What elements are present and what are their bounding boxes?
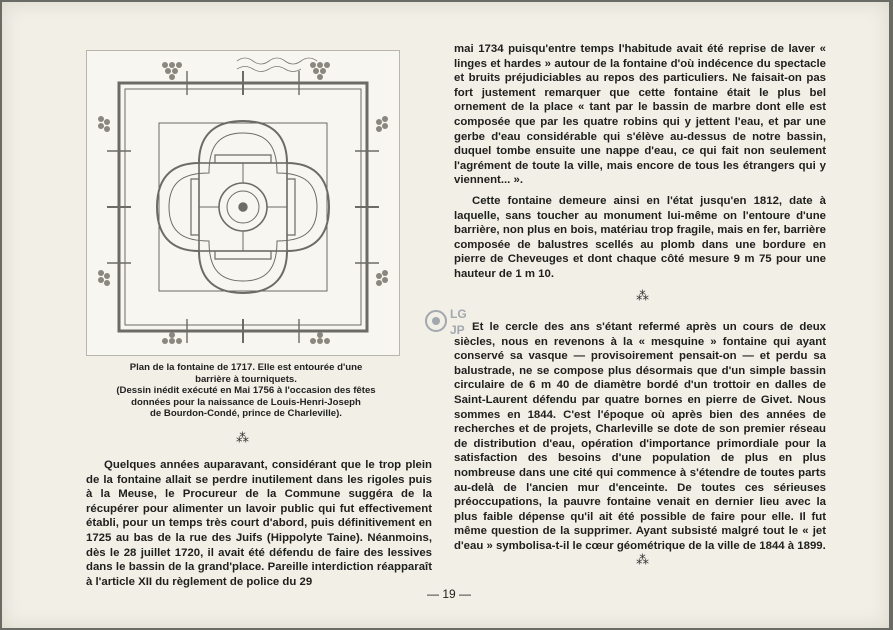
svg-text:JP: JP [450, 323, 465, 337]
caption-line: (Dessin inédit exécuté en Mai 1756 à l'occasion des fêtes [116, 385, 376, 396]
page-number: — 19 — [426, 587, 471, 601]
caption-line: de Bourdon-Condé, prince de Charleville). [150, 408, 342, 419]
right-column-paragraph-3: Et le cercle des ans s'étant refermé après un cours de deux siècles, nous en revenons à la « mesquine » fontaine qui ayant conservé sa vasque — provisoirement pensait-on — et perdu sa balustrade, ne se compose plus désormais que d'un simple bassin circulaire de 6 m 40 de diamètre bordé d'un trottoir en dalles de Saint-Laurent défendu par quatre bornes en pierre de Givet. Nous sommes en 1844. C'est l'époque où après bien des années de recherches et de projets, Charleville se dote de son premier réseau de distribution d'eau, opération d'importance primordiale pour la satisfaction des besoins d'une population de plus en plus nombreuse dans une cité qui commence à s'étendre de toutes parts au-delà de l'ancien mur d'enceinte. De toutes ces sérieuses préoccupations, la pauvre fontaine venait en dernier lieu avec la plus faible dépense qu'il ait été possible de faire pour elle. Il fut même question de la supprimer. Ayant subsisté malgré tout le « jet d'eau » symbolisa-t-il le cœur géométrique de la ville de 1844 à 1899. [454, 321, 826, 552]
svg-text:LG: LG [450, 307, 467, 321]
figure-caption [86, 362, 406, 420]
section-separator: ⁂ [636, 552, 649, 567]
caption-line: barrière à tourniquets. [195, 373, 297, 385]
book-page [2, 2, 889, 628]
right-column-paragraph-1: mai 1734 puisqu'entre temps l'habitude avait été reprise de laver « linges et hardes » autour de la fontaine d'où indécence du spectacle et bruits préjudiciables au repos des particuliers. Ne faisait-on pas fort justement remarquer que cette fontaine était le plus bel ornement de la place « tant par le bassin de marbre dont elle est composée que par les quatre robins qui y jettent l'eau, et par une gerbe d'eau considérable qui s'élève au-dessus de notre bassin, duquel tombe ensuite une nappe d'eau, ce qui fait non seulement l'agrément de toute la ville, mais encore de tous les étrangers qui y viennent... ». [454, 43, 826, 187]
fountain-plan-drawing [87, 51, 399, 355]
right-column-paragraph-2: Cette fontaine demeure ainsi en l'état jusqu'en 1812, date à laquelle, sans toucher au monument lui-même on l'entoure d'une barrière, non plus en bois, matériau trop fragile, mais en fer, barrière composée de balustres scellés au plomb dans une bordure en pierre de Cheveuges et dont chaque côté mesure 9 m 75 pour une hauteur de 1 m 10. [454, 195, 826, 280]
caption-line: Plan de la fontaine de 1717. Elle est entourée d'une [129, 362, 363, 373]
section-separator: ⁂ [236, 430, 249, 445]
left-column-paragraph: Quelques années auparavant, considérant que le trop plein de la fontaine allait se perdre inutilement dans les rigoles puis à la Meuse, le Procureur de la Commune suggéra de la récupérer pour alimenter un lavoir public qui fut effectivement établi, pour un temps très court d'abord, puis définitivement en 1725 au bas de la rue des Juifs (Hippolyte Taine). Néanmoins, dès le 28 juillet 1720, il avait été défendu de faire des lessives dans le bassin de la grand'place. Pareille interdiction réapparaît à l'article XII du règlement de police du 29 [86, 459, 432, 588]
section-separator: ⁂ [636, 288, 649, 303]
fountain-plan-figure [86, 50, 400, 356]
caption-line: données pour la naissance de Louis-Henri-Joseph [131, 396, 361, 408]
